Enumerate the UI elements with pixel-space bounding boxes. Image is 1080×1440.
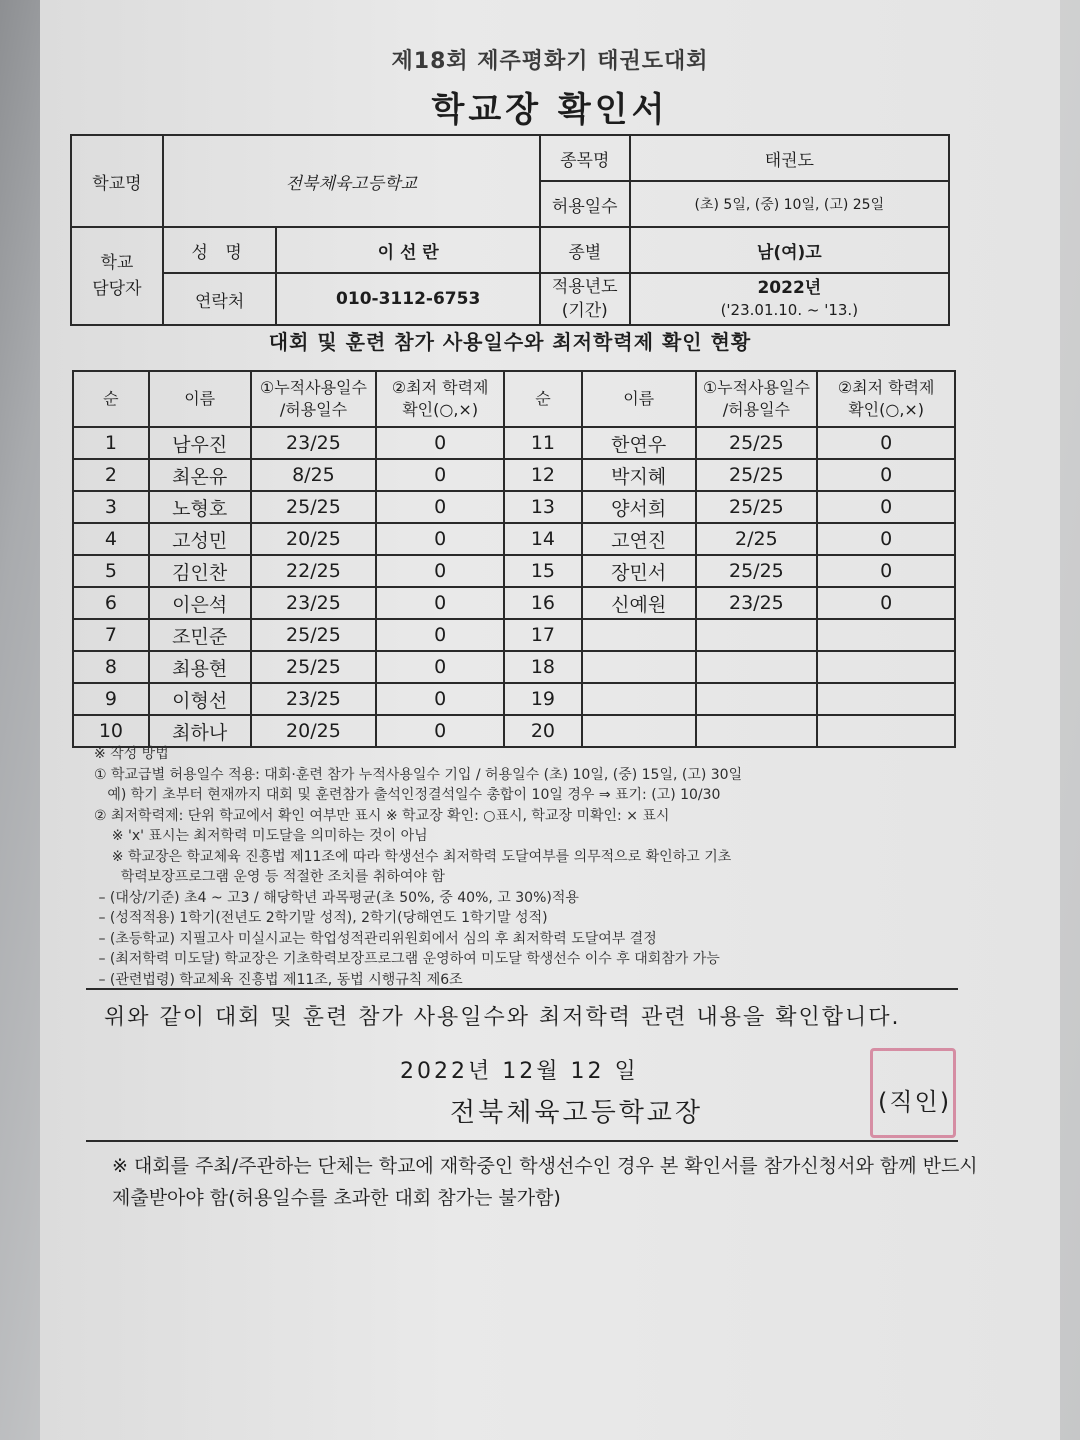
- contact-label: 연락처: [163, 273, 277, 325]
- used-days: 23/25: [251, 683, 377, 715]
- row-number: 13: [504, 491, 582, 523]
- student-name: 고성민: [149, 523, 251, 555]
- instruction-line: – (대상/기준) 초4 ~ 고3 / 해당학년 과목평균(초 50%, 중 40%, 고 30%)적용: [94, 889, 579, 906]
- instruction-line: ※ 작성 방법: [94, 746, 169, 762]
- used-days: 23/25: [251, 587, 377, 619]
- academic-check: 0: [817, 587, 955, 619]
- table-row: [73, 459, 955, 491]
- header-check: ②최저 학력제 확인(○,×): [817, 371, 955, 427]
- academic-check: 0: [376, 619, 504, 651]
- row-number: 18: [504, 651, 582, 683]
- table-row: [73, 427, 955, 459]
- year-value: 2022년: [757, 278, 822, 298]
- row-number: 4: [73, 523, 149, 555]
- row-number: 12: [504, 459, 582, 491]
- academic-check: [817, 651, 955, 683]
- used-days: 22/25: [251, 555, 377, 587]
- table-row: [73, 619, 955, 651]
- student-name: 한연우: [582, 427, 696, 459]
- instruction-line: – (성적적용) 1학기(전년도 2학기말 성적), 2학기(당해연도 1학기말 성적): [94, 910, 548, 926]
- academic-check: 0: [376, 587, 504, 619]
- row-number: 17: [504, 619, 582, 651]
- row-number: 2: [73, 459, 149, 491]
- divider: [86, 988, 958, 990]
- table-row: [73, 651, 955, 683]
- academic-check: 0: [376, 459, 504, 491]
- row-number: 5: [73, 555, 149, 587]
- used-days: 20/25: [251, 715, 377, 747]
- header-check: ②최저 학력제 확인(○,×): [376, 371, 504, 427]
- name-label: 성 명: [163, 227, 277, 273]
- table-row: [73, 683, 955, 715]
- row-number: 3: [73, 491, 149, 523]
- gender-label: 종별: [540, 227, 630, 273]
- contact-value: 010-3112-6753: [276, 273, 539, 325]
- period-value: ('23.01.10. ~ '13.): [720, 301, 859, 319]
- page-title: 학교장 확인서: [431, 90, 669, 130]
- used-days: [696, 715, 818, 747]
- gender-value: 남(여)고: [630, 227, 949, 273]
- year-cell: [630, 273, 949, 325]
- header-no: 순: [504, 371, 582, 427]
- student-name: [582, 651, 696, 683]
- used-days: 23/25: [251, 427, 377, 459]
- academic-check: 0: [817, 523, 955, 555]
- used-days: 20/25: [251, 523, 377, 555]
- student-name: 최온유: [149, 459, 251, 491]
- academic-check: 0: [817, 491, 955, 523]
- student-name: [582, 715, 696, 747]
- row-number: 20: [504, 715, 582, 747]
- header-days: ①누적사용일수 /허용일수: [251, 371, 377, 427]
- student-name: 양서희: [582, 491, 696, 523]
- instruction-line: – (초등학교) 지필고사 미실시교는 학업성적관리위원회에서 심의 후 최저학력 도달여부 결정: [94, 930, 657, 947]
- used-days: 25/25: [696, 427, 818, 459]
- table-header-row: [73, 371, 955, 427]
- header-days: ①누적사용일수 /허용일수: [696, 371, 818, 427]
- used-days: 2/25: [696, 523, 818, 555]
- used-days: [696, 683, 818, 715]
- used-days: 8/25: [251, 459, 377, 491]
- row-number: 8: [73, 651, 149, 683]
- student-name: 박지혜: [582, 459, 696, 491]
- instruction-line: ② 최저학력제: 단위 학교에서 확인 여부만 표시 ※ 학교장 확인: ○표시, 학교장 미확인: × 표시: [94, 807, 670, 824]
- principal-title: 전북체육고등학교장: [450, 1098, 704, 1128]
- row-number: 1: [73, 427, 149, 459]
- academic-check: 0: [376, 491, 504, 523]
- school-value: 전북체육고등학교: [163, 135, 540, 227]
- student-name: [582, 683, 696, 715]
- instruction-line: – (관련법령) 학교체육 진흥법 제11조, 동법 시행규칙 제6조: [94, 971, 463, 988]
- student-name: 조민준: [149, 619, 251, 651]
- info-table: [70, 134, 950, 326]
- row-number: 6: [73, 587, 149, 619]
- section-title: 대회 및 훈련 참가 사용일수와 최저학력제 확인 현황: [268, 330, 752, 354]
- row-number: 16: [504, 587, 582, 619]
- instruction-line: – (최저학력 미도달) 학교장은 기초학력보장프로그램 운영하여 미도달 학생선수 이수 후 대회참가 가능: [94, 951, 720, 967]
- seal-label: (직인): [878, 1088, 952, 1116]
- signature-date: 2022년 12월 12 일: [400, 1059, 639, 1084]
- used-days: 25/25: [251, 491, 377, 523]
- roster-table: [72, 370, 956, 748]
- used-days: [696, 619, 818, 651]
- instruction-line: ① 학교급별 허용일수 적용: 대회·훈련 참가 누적사용일수 기입 / 허용일수 (초) 10일, (중) 15일, (고) 30일: [94, 766, 743, 783]
- divider: [86, 1140, 958, 1142]
- allowed-label: 허용일수: [540, 181, 630, 227]
- school-label: 학교명: [71, 135, 163, 227]
- name-value: 이 선 란: [276, 227, 539, 273]
- sport-label: 종목명: [540, 135, 630, 181]
- academic-check: 0: [817, 427, 955, 459]
- header-name: 이름: [149, 371, 251, 427]
- instruction-line: ※ 학교장은 학교체육 진흥법 제11조에 따라 학생선수 최저학력 도달여부를 의무적으로 확인하고 기초: [94, 848, 732, 865]
- academic-check: 0: [817, 555, 955, 587]
- header-no: 순: [73, 371, 149, 427]
- academic-check: 0: [376, 555, 504, 587]
- instruction-line: ※ 'x' 표시는 최저학력 미도달을 의미하는 것이 아님: [94, 828, 428, 844]
- instruction-line: 예) 학기 초부터 현재까지 대회 및 훈련참가 출석인정결석일수 총합이 10일 경우 ⇒ 표기: (고) 10/30: [94, 787, 721, 803]
- year-label: 적용년도 (기간): [540, 273, 630, 325]
- allowed-value: (초) 5일, (중) 10일, (고) 25일: [630, 181, 949, 227]
- student-name: 신예원: [582, 587, 696, 619]
- used-days: 25/25: [696, 555, 818, 587]
- row-number: 10: [73, 715, 149, 747]
- instructions: [94, 744, 974, 990]
- table-row: [73, 715, 955, 747]
- used-days: 25/25: [696, 491, 818, 523]
- academic-check: 0: [376, 651, 504, 683]
- confirmation-text: 위와 같이 대회 및 훈련 참가 사용일수와 최저학력 관련 내용을 확인합니다.: [104, 1005, 901, 1030]
- table-row: [73, 491, 955, 523]
- row-number: 15: [504, 555, 582, 587]
- academic-check: 0: [817, 459, 955, 491]
- academic-check: 0: [376, 427, 504, 459]
- manager-label: 학교 담당자: [71, 227, 163, 325]
- student-name: 남우진: [149, 427, 251, 459]
- row-number: 9: [73, 683, 149, 715]
- academic-check: 0: [376, 715, 504, 747]
- roster-body: [73, 427, 955, 747]
- row-number: 7: [73, 619, 149, 651]
- table-row: [73, 555, 955, 587]
- row-number: 11: [504, 427, 582, 459]
- used-days: [696, 651, 818, 683]
- academic-check: 0: [376, 683, 504, 715]
- student-name: 최하나: [149, 715, 251, 747]
- used-days: 25/25: [251, 619, 377, 651]
- student-name: 노형호: [149, 491, 251, 523]
- student-name: 장민서: [582, 555, 696, 587]
- table-row: [73, 587, 955, 619]
- sport-value: 태권도: [630, 135, 949, 181]
- header-name: 이름: [582, 371, 696, 427]
- row-number: 14: [504, 523, 582, 555]
- academic-check: [817, 715, 955, 747]
- academic-check: [817, 619, 955, 651]
- student-name: 이형선: [149, 683, 251, 715]
- used-days: 23/25: [696, 587, 818, 619]
- table-row: [73, 523, 955, 555]
- footnote: ※ 대회를 주최/주관하는 단체는 학교에 재학중인 학생선수인 경우 본 확인서를 참가신청서와 함께 반드시 제출받아야 함(허용일수를 초과한 대회 참가는 불가함): [112, 1155, 978, 1209]
- instruction-line: 학력보장프로그램 운영 등 적절한 조치를 취하여야 함: [94, 869, 445, 885]
- document-page: [40, 0, 1060, 1440]
- student-name: [582, 619, 696, 651]
- academic-check: 0: [376, 523, 504, 555]
- student-name: 고연진: [582, 523, 696, 555]
- student-name: 최용현: [149, 651, 251, 683]
- event-title: 제18회 제주평화기 태권도대회: [391, 49, 709, 74]
- student-name: 이은석: [149, 587, 251, 619]
- used-days: 25/25: [251, 651, 377, 683]
- academic-check: [817, 683, 955, 715]
- used-days: 25/25: [696, 459, 818, 491]
- student-name: 김인찬: [149, 555, 251, 587]
- row-number: 19: [504, 683, 582, 715]
